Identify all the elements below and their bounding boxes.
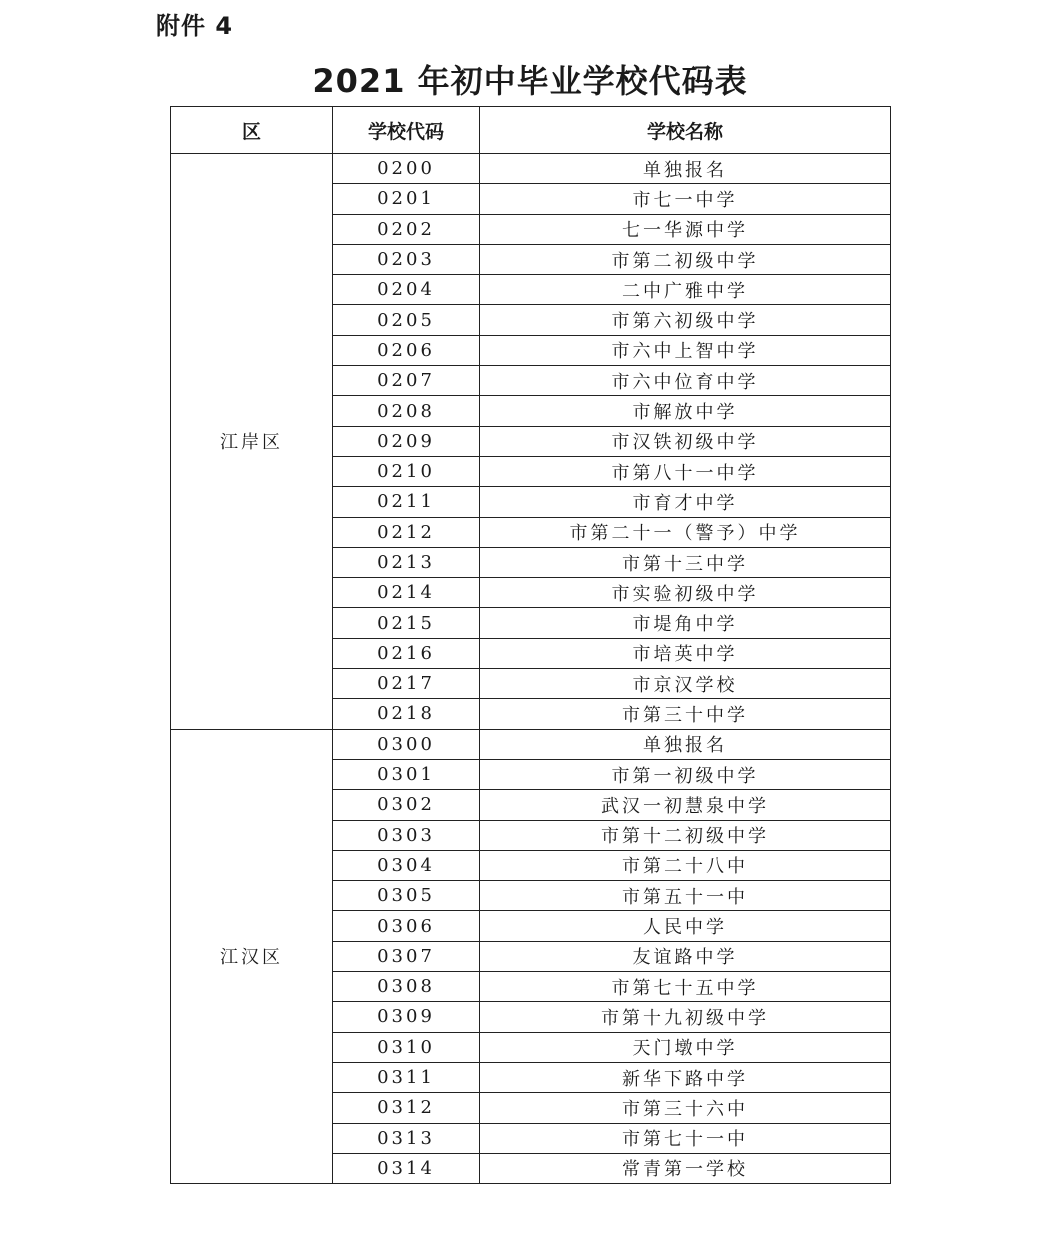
- school-name-cell: 市堤角中学: [480, 608, 891, 638]
- school-code-cell: 0214: [333, 578, 480, 608]
- school-name-cell: 七一华源中学: [480, 214, 891, 244]
- table-header-row: [171, 107, 891, 154]
- school-code-cell: 0307: [333, 941, 480, 971]
- school-code-cell: 0200: [333, 154, 480, 184]
- school-name-cell: 市第三十六中: [480, 1093, 891, 1123]
- district-cell: 江汉区: [171, 729, 333, 1183]
- school-name-cell: 市第一初级中学: [480, 759, 891, 789]
- table-row: [171, 154, 891, 184]
- attachment-label: 附件 4: [156, 12, 234, 40]
- school-name-cell: 市第三十中学: [480, 699, 891, 729]
- school-name-cell: 市六中上智中学: [480, 335, 891, 365]
- school-name-cell: 市培英中学: [480, 638, 891, 668]
- school-code-cell: 0207: [333, 366, 480, 396]
- school-name-cell: 市第十二初级中学: [480, 820, 891, 850]
- school-name-cell: 市第七十五中学: [480, 972, 891, 1002]
- school-name-cell: 市第六初级中学: [480, 305, 891, 335]
- school-name-cell: 市汉铁初级中学: [480, 426, 891, 456]
- page-title: 2021 年初中毕业学校代码表: [312, 62, 748, 100]
- school-name-cell: 市解放中学: [480, 396, 891, 426]
- school-name-cell: 市第二十八中: [480, 850, 891, 880]
- school-code-cell: 0310: [333, 1032, 480, 1062]
- school-code-cell: 0206: [333, 335, 480, 365]
- school-code-cell: 0301: [333, 759, 480, 789]
- school-name-cell: 市第五十一中: [480, 881, 891, 911]
- school-name-cell: 武汉一初慧泉中学: [480, 790, 891, 820]
- school-code-cell: 0303: [333, 820, 480, 850]
- school-code-cell: 0213: [333, 547, 480, 577]
- school-code-cell: 0210: [333, 456, 480, 486]
- school-name-cell: 市七一中学: [480, 184, 891, 214]
- school-code-cell: 0314: [333, 1153, 480, 1183]
- school-code-cell: 0218: [333, 699, 480, 729]
- school-name-cell: 二中广雅中学: [480, 275, 891, 305]
- school-code-cell: 0309: [333, 1002, 480, 1032]
- school-name-cell: 单独报名: [480, 154, 891, 184]
- table-body: [171, 154, 891, 1184]
- school-code-cell: 0201: [333, 184, 480, 214]
- school-code-cell: 0205: [333, 305, 480, 335]
- school-code-cell: 0312: [333, 1093, 480, 1123]
- school-name-cell: 新华下路中学: [480, 1062, 891, 1092]
- school-name-cell: 市实验初级中学: [480, 578, 891, 608]
- school-code-cell: 0308: [333, 972, 480, 1002]
- school-code-cell: 0211: [333, 487, 480, 517]
- school-name-cell: 市育才中学: [480, 487, 891, 517]
- school-code-cell: 0209: [333, 426, 480, 456]
- school-name-cell: 市六中位育中学: [480, 366, 891, 396]
- school-name-cell: 市第二十一（警予）中学: [480, 517, 891, 547]
- header-school-name: 学校名称: [480, 107, 891, 154]
- school-code-cell: 0311: [333, 1062, 480, 1092]
- school-code-cell: 0305: [333, 881, 480, 911]
- school-name-cell: 友谊路中学: [480, 941, 891, 971]
- school-code-cell: 0304: [333, 850, 480, 880]
- school-code-cell: 0204: [333, 275, 480, 305]
- school-code-table: [170, 106, 891, 1184]
- school-code-cell: 0302: [333, 790, 480, 820]
- table-row: [171, 729, 891, 759]
- school-name-cell: 市京汉学校: [480, 669, 891, 699]
- school-name-cell: 市第七十一中: [480, 1123, 891, 1153]
- school-name-cell: 常青第一学校: [480, 1153, 891, 1183]
- school-code-cell: 0215: [333, 608, 480, 638]
- header-school-code: 学校代码: [333, 107, 480, 154]
- school-name-cell: 市第八十一中学: [480, 456, 891, 486]
- school-name-cell: 人民中学: [480, 911, 891, 941]
- school-name-cell: 天门墩中学: [480, 1032, 891, 1062]
- school-code-cell: 0313: [333, 1123, 480, 1153]
- school-name-cell: 单独报名: [480, 729, 891, 759]
- school-name-cell: 市第二初级中学: [480, 244, 891, 274]
- school-code-cell: 0212: [333, 517, 480, 547]
- school-code-cell: 0217: [333, 669, 480, 699]
- school-code-cell: 0306: [333, 911, 480, 941]
- school-name-cell: 市第十三中学: [480, 547, 891, 577]
- school-code-cell: 0208: [333, 396, 480, 426]
- school-name-cell: 市第十九初级中学: [480, 1002, 891, 1032]
- header-district: 区: [171, 107, 333, 154]
- school-code-cell: 0216: [333, 638, 480, 668]
- school-code-cell: 0300: [333, 729, 480, 759]
- district-cell: 江岸区: [171, 154, 333, 730]
- school-code-cell: 0202: [333, 214, 480, 244]
- school-code-cell: 0203: [333, 244, 480, 274]
